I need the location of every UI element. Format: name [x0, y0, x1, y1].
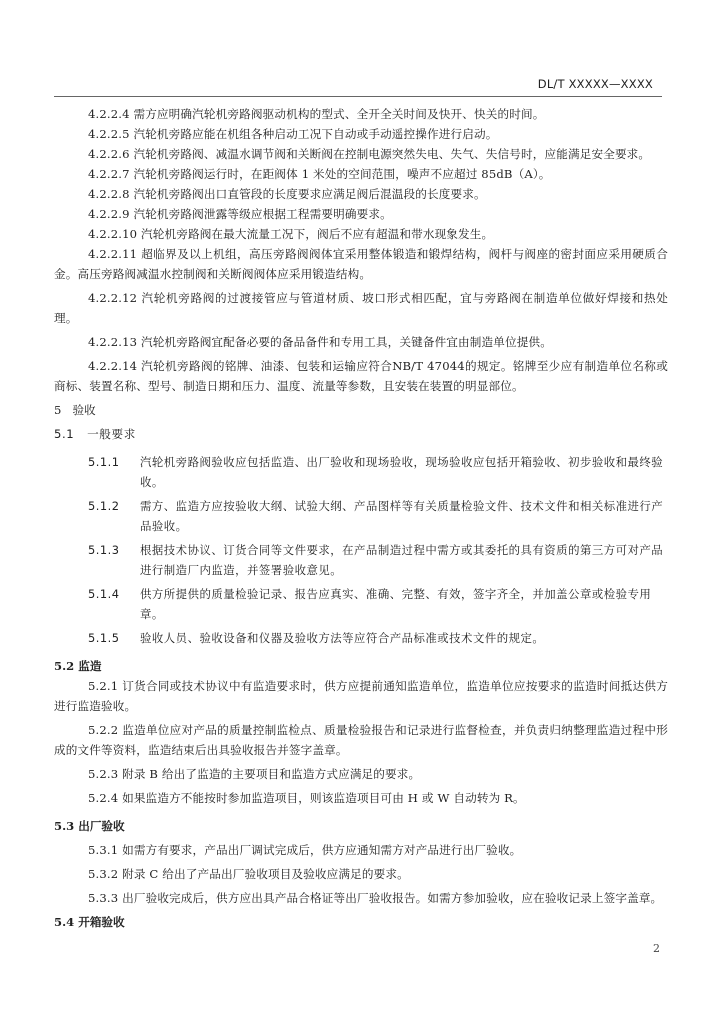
- section-5-3-number: 5.3: [54, 819, 75, 833]
- clause-4-2-2-5: 4.2.2.5 汽轮机旁路应能在机组各种启动工况下自动或手动遥控操作进行启动。: [88, 127, 498, 141]
- section-5-4-title: 开箱验收: [78, 915, 125, 929]
- clause-number: 5.1.2: [88, 499, 120, 513]
- section-5-1-heading: [54, 424, 668, 444]
- clause-text: 需方、监造方应按验收大纲、试验大纲、产品图样等有关质量检验文件、技术文件和相关标准进行产品验收。: [140, 499, 664, 533]
- section-5-heading: [54, 400, 668, 420]
- document-code: DL/T XXXXX—XXXX: [537, 77, 653, 91]
- clause-text: 验收人员、验收设备和仪器及验收方法等应符合产品标准或技术文件的规定。: [140, 631, 545, 645]
- section-5-4-number: 5.4: [54, 915, 75, 929]
- clause-5-1-3: [54, 540, 668, 580]
- section-5-1-title: 一般要求: [87, 427, 136, 441]
- clause-text: 供方所提供的质量检验记录、报告应真实、准确、完整、有效，签字齐全，并加盖公章或检验专用章。: [140, 587, 652, 621]
- clause-4-2-2-9: 4.2.2.9 汽轮机旁路阀泄露等级应根据工程需要明确要求。: [88, 207, 392, 221]
- document-body: [54, 104, 668, 932]
- clause-4-2-2-12: 4.2.2.12 汽轮机旁路阀的过渡接管应与管道材质、坡口形式相匹配，宜与旁路阀在制造单位做好焊接和热处理。: [54, 291, 668, 325]
- clause-4-2-2-14: 4.2.2.14 汽轮机旁路阀的铭牌、油漆、包装和运输应符合NB/T 47044的规定。铭牌至少应有制造单位名称或商标、装置名称、型号、制造日期和压力、温度、流量等参数，且安装在装置的明显部位。: [54, 359, 668, 393]
- section-5-3-heading: [54, 816, 668, 836]
- clause-5-3-3: 5.3.3 出厂验收完成后，供方应出具产品合格证等出厂验收报告。如需方参加验收，应在验收记录上签字盖章。: [88, 891, 663, 905]
- section-5-2-number: 5.2: [54, 659, 75, 673]
- section-5-title: 验收: [72, 403, 96, 417]
- header-rule: [54, 96, 662, 97]
- clause-5-3-1: 5.3.1 如需方有要求，产品出厂调试完成后，供方应通知需方对产品进行出厂验收。: [88, 843, 522, 857]
- clause-5-1-1: [54, 452, 668, 492]
- clause-5-1-5: [54, 628, 668, 648]
- clause-4-2-2-4: 4.2.2.4 需方应明确汽轮机旁路阀驱动机构的型式、全开全关时间及快开、快关的时间。: [88, 107, 545, 121]
- clause-5-1-2: [54, 496, 668, 536]
- clause-text: 汽轮机旁路阀验收应包括监造、出厂验收和现场验收，现场验收应包括开箱验收、初步验收和最终验收。: [140, 455, 664, 489]
- clause-number: 5.1.1: [88, 455, 120, 469]
- clause-5-2-1: 5.2.1 订货合同或技术协议中有监造要求时，供方应提前通知监造单位，监造单位应按要求的监造时间抵达供方进行监造验收。: [54, 679, 668, 713]
- section-5-2-title: 监造: [78, 659, 102, 673]
- clause-4-2-2-11: 4.2.2.11 超临界及以上机组，高压旁路阀阀体宜采用整体锻造和锻焊结构，阀杆与阀座的密封面应采用硬质合金。高压旁路阀减温水控制阀和关断阀阀体应采用锻造结构。: [54, 247, 668, 281]
- clause-4-2-2-8: 4.2.2.8 汽轮机旁路阀出口直管段的长度要求应满足阀后混温段的长度要求。: [88, 187, 486, 201]
- clause-4-2-2-7: 4.2.2.7 汽轮机旁路阀运行时，在距阀体 1 米处的空间范围，噪声不应超过 85dB（A）。: [88, 167, 551, 181]
- clause-4-2-2-13: 4.2.2.13 汽轮机旁路阀宜配备必要的备品备件和专用工具，关键备件宜由制造单位提供。: [88, 335, 553, 349]
- section-5-4-heading: [54, 912, 668, 932]
- clause-4-2-2-6: 4.2.2.6 汽轮机旁路阀、减温水调节阀和关断阀在控制电源突然失电、失气、失信号时，应能满足安全要求。: [88, 147, 651, 161]
- clause-4-2-2-10: 4.2.2.10 汽轮机旁路阀在最大流量工况下，阀后不应有超温和带水现象发生。: [88, 227, 494, 241]
- clause-text: 根据技术协议、订货合同等文件要求，在产品制造过程中需方或其委托的具有资质的第三方可对产品进行制造厂内监造，并签署验收意见。: [140, 543, 664, 577]
- page-number: 2: [653, 942, 660, 955]
- clause-number: 5.1.3: [88, 543, 120, 557]
- clause-number: 5.1.4: [88, 587, 120, 601]
- section-5-number: 5: [54, 403, 62, 417]
- clause-5-2-2: 5.2.2 监造单位应对产品的质量控制监检点、质量检验报告和记录进行监督检查，并负责归纳整理监造过程中形成的文件等资料，监造结束后出具验收报告并签字盖章。: [54, 723, 668, 757]
- clause-5-1-4: [54, 584, 668, 624]
- section-5-1-number: 5.1: [54, 427, 75, 441]
- section-5-3-title: 出厂验收: [78, 819, 125, 833]
- clause-5-3-2: 5.3.2 附录 C 给出了产品出厂验收项目及验收应满足的要求。: [88, 867, 409, 881]
- clause-number: 5.1.5: [88, 631, 120, 645]
- clause-5-2-4: 5.2.4 如果监造方不能按时参加监造项目，则该监造项目可由 H 或 W 自动转为 R。: [88, 791, 525, 805]
- section-5-2-heading: [54, 656, 668, 676]
- clause-5-2-3: 5.2.3 附录 B 给出了监造的主要项目和监造方式应满足的要求。: [88, 767, 421, 781]
